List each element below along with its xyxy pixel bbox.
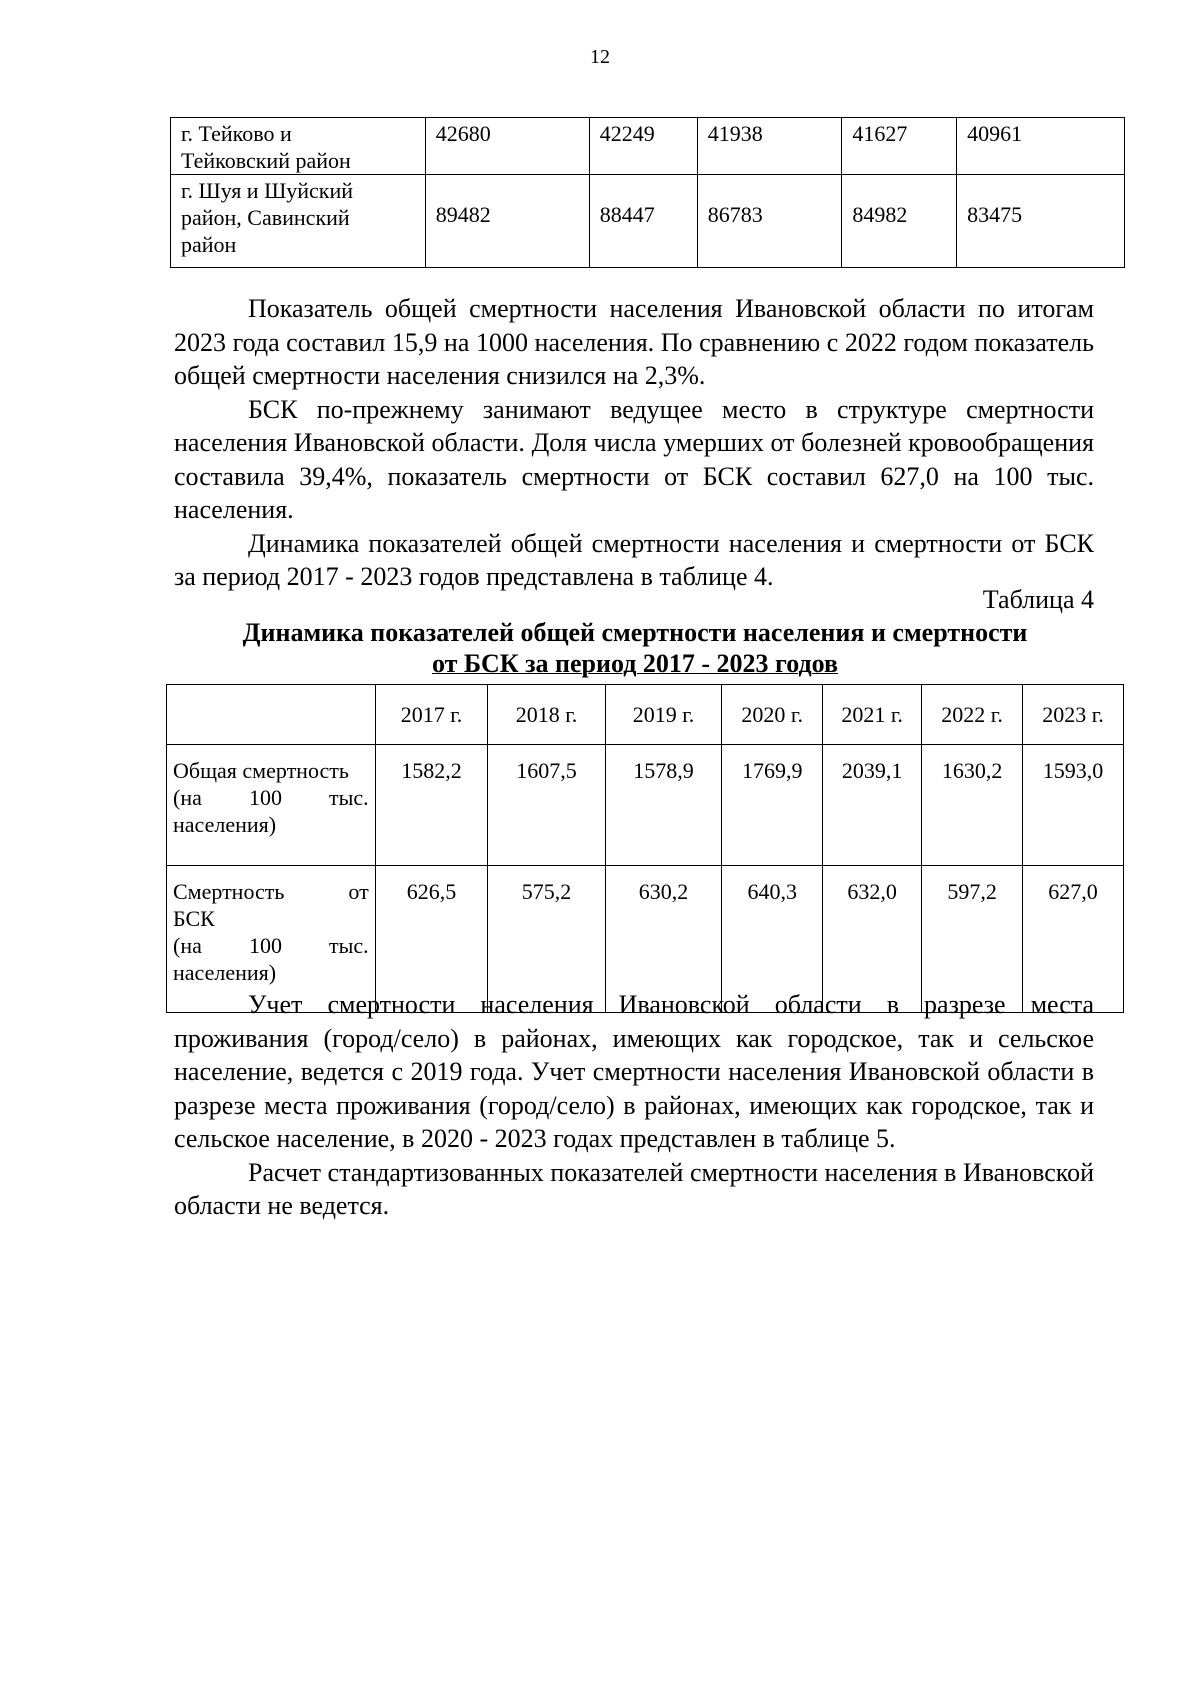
district-name-line: район xyxy=(181,232,237,257)
table-title-line: Динамика показателей общей смертности населения и смертности xyxy=(242,618,1028,647)
row-label-line: БСК xyxy=(173,906,215,931)
paragraph: Расчет стандартизованных показателей смертности населения в Ивановской области не ведется. xyxy=(174,1157,1094,1220)
district-name-cell xyxy=(171,118,426,175)
row-label-line: (на 100 тыс. xyxy=(173,785,369,810)
value-cell: 83475 xyxy=(957,175,1125,268)
district-name-line: район, Савинский xyxy=(181,205,350,230)
value-cell: 597,2 xyxy=(922,866,1023,1013)
value-cell: 1630,2 xyxy=(922,745,1023,866)
header-cell: 2019 г. xyxy=(605,685,721,745)
value-cell: 42249 xyxy=(589,118,697,175)
mortality-table xyxy=(166,684,1124,1013)
district-name-line: Тейковский район xyxy=(181,148,351,173)
row-label-line: населения) xyxy=(173,960,277,985)
value-cell: 40961 xyxy=(957,118,1125,175)
value-cell: 41938 xyxy=(697,118,842,175)
value-cell: 640,3 xyxy=(722,866,823,1013)
value-cell: 626,5 xyxy=(375,866,488,1013)
value-cell: 1607,5 xyxy=(488,745,605,866)
value-cell: 88447 xyxy=(589,175,697,268)
district-name-cell xyxy=(171,175,426,268)
value-cell: 84982 xyxy=(842,175,957,268)
row-label-line: Смертность от xyxy=(173,879,369,904)
row-label-line: (на 100 тыс. xyxy=(173,933,369,958)
value-cell: 2039,1 xyxy=(823,745,922,866)
value-cell: 1769,9 xyxy=(722,745,823,866)
paragraph: Динамика показателей общей смертности населения и смертности от БСК за период 2017 - 2023 годов представлена в таблице 4. xyxy=(174,528,1094,591)
district-name-line: г. Шуя и Шуйский xyxy=(181,178,354,203)
value-cell: 632,0 xyxy=(823,866,922,1013)
paragraph: Показатель общей смертности населения Ивановской области по итогам 2023 года составил 15,9 на 1000 населения. По сравнению с 2022 годом показатель общей смертности населения снизился на 2,3%. xyxy=(174,294,1094,390)
paragraph: БСК по-прежнему занимают ведущее место в структуре смертности населения Ивановской области. Доля числа умерших от болезней кровообращения составила 39,4%, показатель смертности от БСК составил 627,0 на 100 тыс. населения. xyxy=(174,394,1094,524)
body-text-section xyxy=(174,292,1094,594)
value-cell: 627,0 xyxy=(1023,866,1124,1013)
value-cell: 86783 xyxy=(697,175,842,268)
value-cell: 575,2 xyxy=(488,866,605,1013)
header-cell: 2021 г. xyxy=(823,685,922,745)
body-text-section xyxy=(174,988,1094,1223)
header-cell: 2018 г. xyxy=(488,685,605,745)
value-cell: 1578,9 xyxy=(605,745,721,866)
table-row xyxy=(171,118,1125,175)
table-title-line: от БСК за период 2017 - 2023 годов xyxy=(432,649,838,678)
header-cell: 2022 г. xyxy=(922,685,1023,745)
table-title xyxy=(160,617,1110,679)
table-label: Таблица 4 xyxy=(982,585,1094,614)
value-cell: 1582,2 xyxy=(375,745,488,866)
header-cell: 2020 г. xyxy=(722,685,823,745)
header-cell: 2017 г. xyxy=(375,685,488,745)
table-header-row xyxy=(167,685,1124,745)
row-label-line: населения) xyxy=(173,812,277,837)
page-number: 12 xyxy=(590,46,610,68)
table-row xyxy=(167,745,1124,866)
row-label-line: Общая смертность xyxy=(173,758,349,783)
paragraph: Учет смертности населения Ивановской области в разрезе места проживания (город/село) в районах, имеющих как городское, так и сельское население, ведется с 2019 года. Учет смертности населения Ивановской области в разрезе места проживания (город/село) в районах, имеющих как городское, так и сельское население, в 2020 - 2023 годах представлен в таблице 5. xyxy=(174,990,1094,1153)
value-cell: 41627 xyxy=(842,118,957,175)
value-cell: 42680 xyxy=(425,118,589,175)
header-cell: 2023 г. xyxy=(1023,685,1124,745)
header-empty-cell xyxy=(167,685,376,745)
table-row xyxy=(171,175,1125,268)
district-name-line: г. Тейково и xyxy=(181,121,292,146)
value-cell: 1593,0 xyxy=(1023,745,1124,866)
value-cell: 630,2 xyxy=(605,866,721,1013)
continuation-table xyxy=(170,117,1125,268)
value-cell: 89482 xyxy=(425,175,589,268)
row-label-cell xyxy=(167,745,376,866)
